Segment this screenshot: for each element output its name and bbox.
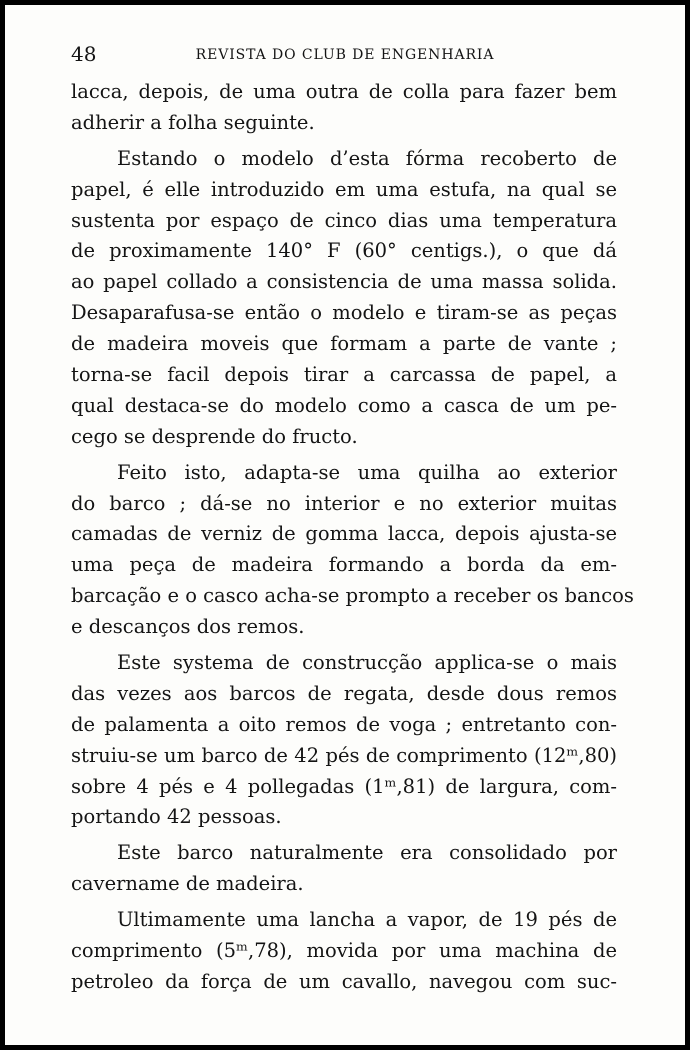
text-line: adherir a folha seguinte.: [71, 110, 315, 134]
text-line: struiu-se um barco de 42 pés de comprimento (12ᵐ,80): [71, 743, 617, 767]
text-line: qual destaca-se do modelo como a casca de um pe-: [71, 393, 617, 417]
paragraph: [71, 838, 617, 900]
text-line: torna-se facil depois tirar a carcassa de papel, a: [71, 363, 617, 387]
text-line: lacca, depois, de uma outra de colla para fazer bem: [71, 80, 617, 103]
paragraph: [71, 144, 617, 453]
text-line: Desaparafusa-se então o modelo e tiram-se as peças: [71, 301, 617, 325]
text-line: de proximamente 140° F (60° centigs.), o que dá: [71, 239, 617, 263]
text-line: cego se desprende do fructo.: [71, 424, 358, 448]
paragraph: [71, 458, 634, 643]
text-line: portando 42 pessoas.: [71, 805, 282, 829]
text-line: sustenta por espaço de cinco dias uma temperatura: [71, 208, 617, 232]
text-line: ao papel collado a consistencia de uma massa solida.: [71, 270, 617, 294]
text-line: e descanços dos remos.: [71, 615, 305, 639]
paragraph: [71, 77, 617, 139]
text-line: cavername de madeira.: [71, 872, 304, 896]
running-title: REVISTA DO CLUB DE ENGENHARIA: [195, 47, 495, 63]
text-line: papel, é elle introduzido em uma estufa, na qual se: [71, 177, 617, 201]
text-line: petroleo da força de um cavallo, navegou com suc-: [71, 969, 617, 993]
text-line: do barco ; dá-se no interior e no exterior muitas: [71, 491, 617, 515]
text-line: sobre 4 pés e 4 pollegadas (1ᵐ,81) de largura, com-: [71, 774, 617, 798]
text-line: comprimento (5ᵐ,78), movida por uma machina de: [71, 939, 617, 963]
body-text: [71, 77, 634, 1003]
text-line: de palamenta a oito remos de voga ; entretanto con-: [71, 712, 617, 736]
paragraph: [71, 648, 617, 833]
text-line: Este systema de construcção applica-se o mais: [117, 651, 617, 675]
text-line: das vezes aos barcos de regata, desde dous remos: [71, 681, 617, 705]
text-line: Ultimamente uma lancha a vapor, de 19 pés de: [117, 908, 617, 932]
text-line: Este barco naturalmente era consolidado por: [117, 841, 617, 865]
page-number: 48: [71, 42, 97, 66]
text-line: de madeira moveis que formam a parte de vante ;: [71, 332, 617, 356]
book-page: [5, 5, 685, 1045]
running-head: [71, 43, 619, 65]
text-line: camadas de verniz de gomma lacca, depois ajusta-se: [71, 522, 617, 546]
paragraph: [71, 905, 617, 998]
text-line: Feito isto, adapta-se uma quilha ao exterior: [117, 460, 617, 484]
text-line: Estando o modelo d’esta fórma recoberto de: [117, 146, 617, 170]
text-line: barcação e o casco acha-se prompto a receber os bancos: [71, 584, 634, 608]
text-line: uma peça de madeira formando a borda da em-: [71, 553, 617, 577]
